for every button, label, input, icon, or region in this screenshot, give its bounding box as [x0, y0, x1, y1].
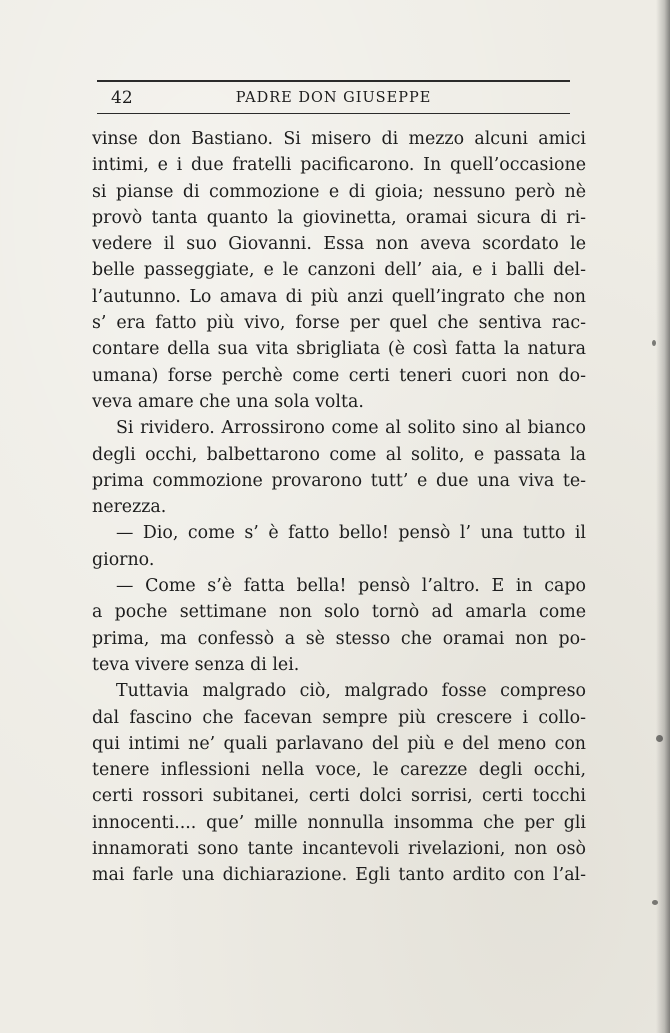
text-line: belle passeggiate, e le canzoni dell’ aia, e i balli del- — [92, 260, 586, 281]
text-line: l’autunno. Lo amava di più anzi quell’ingrato che non — [92, 286, 586, 307]
running-head — [97, 86, 570, 110]
header-rule-bottom — [97, 113, 570, 114]
text-line: veva amare che una sola volta. — [92, 391, 364, 412]
text-line: prima commozione provarono tutt’ e due una viva te- — [92, 470, 586, 491]
text-line: mai farle una dichiarazione. Egli tanto ardito con l’al- — [92, 865, 586, 886]
text-line: a poche settimane non solo tornò ad amarla come — [92, 602, 586, 623]
text-line: certi rossori subitanei, certi dolci sorrisi, certi tocchi — [92, 786, 586, 807]
page-edge-shadow — [656, 0, 670, 1033]
text-line: dal fascino che facevan sempre più crescere i collo- — [92, 707, 586, 728]
text-line: si pianse di commozione e di gioia; nessuno però nè — [92, 181, 586, 202]
text-line: innamorati sono tante incantevoli rivelazioni, non osò — [92, 839, 586, 860]
text-line: intimi, e i due fratelli pacificarono. In quell’occasione — [92, 155, 586, 176]
text-line: — Come s’è fatta bella! pensò l’altro. E in capo — [116, 576, 586, 597]
text-line: tenere inflessioni nella voce, le carezze degli occhi, — [92, 760, 586, 781]
page-number: 42 — [111, 88, 133, 108]
ink-speck — [656, 735, 663, 742]
text-line: s’ era fatto più vivo, forse per quel che sentiva rac- — [92, 313, 586, 334]
header-rule-top — [97, 80, 570, 82]
text-line: innocenti.... que’ mille nonnulla insomma che per gli — [92, 812, 586, 833]
text-line: prima, ma confessò a sè stesso che oramai non po- — [92, 628, 586, 649]
body-text — [92, 126, 586, 889]
running-title: PADRE DON GIUSEPPE — [235, 90, 432, 106]
text-line: — Dio, come s’ è fatto bello! pensò l’ una tutto il — [116, 523, 586, 544]
text-line: giorno. — [92, 549, 155, 570]
ink-speck — [652, 900, 658, 905]
text-line: contare della sua vita sbrigliata (è così fatta la natura — [92, 339, 586, 360]
text-line: provò tanta quanto la giovinetta, oramai sicura di ri- — [92, 207, 586, 228]
text-line: vinse don Bastiano. Si misero di mezzo alcuni amici — [92, 129, 586, 149]
text-line: degli occhi, balbettarono come al solito, e passata la — [92, 444, 586, 465]
text-line: nerezza. — [92, 497, 167, 518]
text-line: umana) forse perchè come certi teneri cuori non do- — [92, 365, 586, 386]
text-line: Si rividero. Arrossirono come al solito sino al bianco — [116, 418, 586, 439]
ink-speck — [652, 340, 656, 346]
text-line: teva vivere senza di lei. — [92, 654, 300, 675]
text-line: Tuttavia malgrado ciò, malgrado fosse compreso — [116, 681, 586, 702]
text-line: qui intimi ne’ quali parlavano del più e del meno con — [92, 733, 586, 754]
text-line: vedere il suo Giovanni. Essa non aveva scordato le — [92, 234, 586, 255]
